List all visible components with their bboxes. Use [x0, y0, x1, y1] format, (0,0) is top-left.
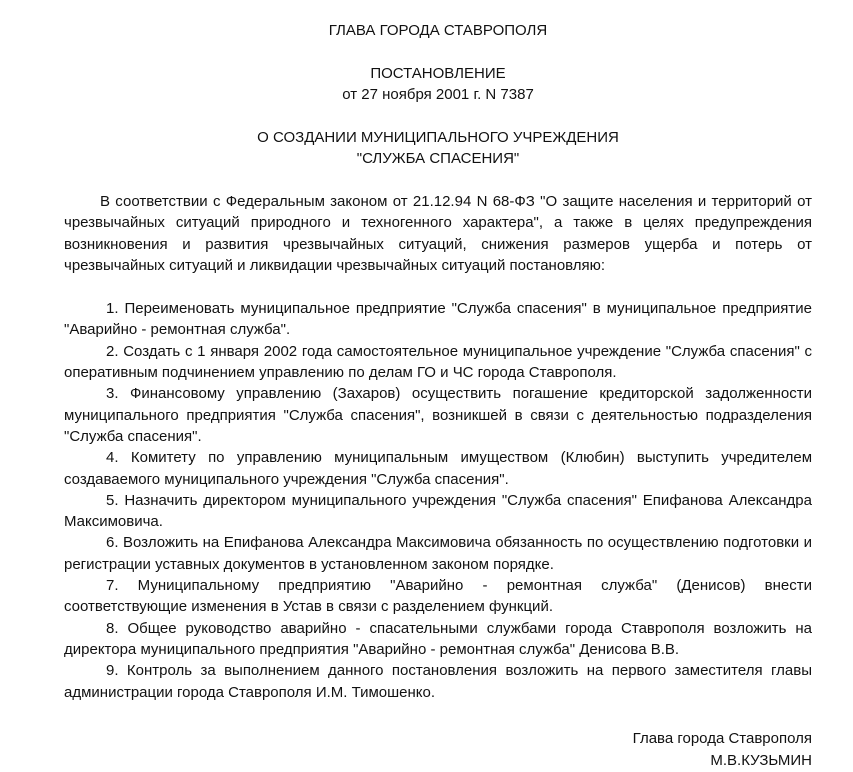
document-type: ПОСТАНОВЛЕНИЕ	[370, 65, 506, 82]
signatory-position: Глава города Ставрополя	[632, 730, 812, 747]
preamble-paragraph: В соответствии с Федеральным законом от 21.12.94 N 68-ФЗ "О защите населения и территорий от чрезвычайных ситуаций природного и техногенного характера", а также в целях предупреждения возникновения и развития чрезвычайных ситуаций, снижения размеров ущерба и потерь от чрезвычайных ситуаций и ликвидации чрезвычайных ситуаций постановляю:	[64, 193, 812, 274]
signatory-name: М.В.КУЗЬМИН	[710, 752, 812, 769]
resolution-item-7: 7. Муниципальному предприятию "Аварийно - ремонтная служба" (Денисов) внести соответствующие изменения в Устав в связи с разделением функций.	[64, 577, 812, 616]
resolution-item-4: 4. Комитету по управлению муниципальным имуществом (Клюбин) выступить учредителем создаваемого муниципального учреждения "Служба спасения".	[64, 449, 812, 488]
signature-block	[633, 728, 812, 772]
resolution-items	[64, 298, 812, 703]
document-date-number: от 27 ноября 2001 г. N 7387	[342, 86, 534, 103]
resolution-item-6: 6. Возложить на Епифанова Александра Максимовича обязанность по осуществлению подготовки и регистрации уставных документов в установленном законом порядке.	[64, 534, 812, 573]
resolution-item-3: 3. Финансовому управлению (Захаров) осуществить погашение кредиторской задолженности муниципального предприятия "Служба спасения", возникшей в связи с деятельностью подразделения "Служба спасения".	[64, 385, 812, 445]
document-title-line-2: "СЛУЖБА СПАСЕНИЯ"	[356, 150, 520, 167]
document-title-line-1: О СОЗДАНИИ МУНИЦИПАЛЬНОГО УЧРЕЖДЕНИЯ	[257, 129, 619, 146]
resolution-item-9: 9. Контроль за выполнением данного постановления возложить на первого заместителя главы администрации города Ставрополя И.М. Тимошенко.	[64, 662, 812, 701]
resolution-item-8: 8. Общее руководство аварийно - спасательными службами города Ставрополя возложить на директора муниципального предприятия "Аварийно - ремонтная служба" Денисова В.В.	[64, 619, 812, 658]
resolution-item-1: 1. Переименовать муниципальное предприятие "Служба спасения" в муниципальное предприятие "Аварийно - ремонтная служба".	[64, 300, 812, 339]
document-page	[64, 0, 812, 703]
resolution-item-2: 2. Создать с 1 января 2002 года самостоятельное муниципальное учреждение "Служба спасения" с оперативным подчинением управлению по делам ГО и ЧС города Ставрополя.	[64, 342, 812, 382]
resolution-item-5: 5. Назначить директором муниципального учреждения "Служба спасения" Епифанова Александра Максимовича.	[64, 491, 812, 531]
issuing-authority: ГЛАВА ГОРОДА СТАВРОПОЛЯ	[328, 22, 548, 39]
